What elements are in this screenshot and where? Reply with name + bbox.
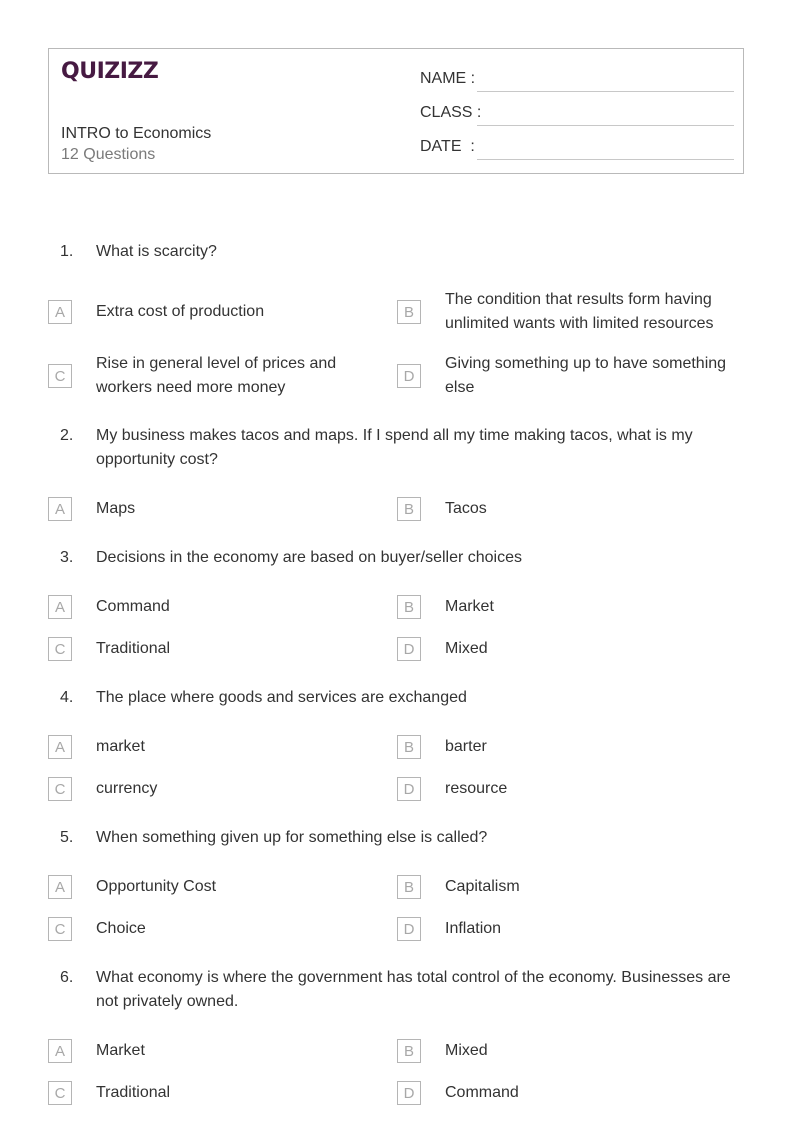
date-line (477, 159, 734, 160)
option-text: The condition that results form having unlimited wants with limited resources (445, 291, 714, 332)
option-box-d[interactable]: D (397, 1081, 421, 1105)
option-box-c[interactable]: C (48, 777, 72, 801)
question-number: 3. (60, 549, 74, 566)
question-number: 6. (60, 969, 74, 986)
option-text: Extra cost of production (96, 303, 265, 320)
option-box-a[interactable]: A (48, 735, 72, 759)
class-field[interactable] (420, 98, 734, 126)
question-text: My business makes tacos and maps. If I spend all my time making tacos, what is my opportunity cost? (96, 427, 693, 468)
option-text: currency (96, 780, 158, 797)
class-line (477, 125, 734, 126)
option-text: Choice (96, 920, 146, 937)
date-label: DATE : (420, 138, 475, 155)
question-text: What is scarcity? (96, 243, 217, 260)
option-box-a[interactable]: A (48, 595, 72, 619)
question-text: When something given up for something else is called? (96, 829, 488, 846)
option-text: Inflation (445, 920, 502, 937)
option-text: Capitalism (445, 878, 520, 895)
option-box-b[interactable]: B (397, 875, 421, 899)
option-text: Traditional (96, 1084, 171, 1101)
option-text: barter (445, 738, 487, 755)
option-box-d[interactable]: D (397, 917, 421, 941)
question-count: 12 Questions (61, 146, 156, 163)
name-line (477, 91, 734, 92)
option-text: Giving something up to have something else (445, 355, 727, 396)
option-text: Rise in general level of prices and workers need more money (96, 355, 337, 396)
option-box-a[interactable]: A (48, 1039, 72, 1063)
option-box-b[interactable]: B (397, 735, 421, 759)
name-label: NAME : (420, 70, 476, 87)
option-text: Maps (96, 500, 136, 517)
option-box-a[interactable]: A (48, 875, 72, 899)
question-text: Decisions in the economy are based on buyer/seller choices (96, 549, 523, 566)
worksheet-title: INTRO to Economics (61, 125, 212, 142)
option-box-d[interactable]: D (397, 637, 421, 661)
question-number: 5. (60, 829, 74, 846)
worksheet-header (48, 48, 744, 174)
option-text: Mixed (445, 1042, 488, 1059)
option-box-c[interactable]: C (48, 917, 72, 941)
option-text: resource (445, 780, 508, 797)
option-text: Tacos (445, 500, 487, 517)
question-number: 1. (60, 243, 74, 260)
option-box-a[interactable]: A (48, 497, 72, 521)
question-text: What economy is where the government has total control of the economy. Businesses are not privately owned. (96, 969, 731, 1010)
option-text: Opportunity Cost (96, 878, 217, 895)
option-box-c[interactable]: C (48, 637, 72, 661)
question-number: 4. (60, 689, 74, 706)
option-box-b[interactable]: B (397, 1039, 421, 1063)
date-field[interactable] (420, 132, 734, 160)
option-box-c[interactable]: C (48, 364, 72, 388)
option-text: Command (96, 598, 170, 615)
option-text: Traditional (96, 640, 171, 657)
option-box-c[interactable]: C (48, 1081, 72, 1105)
name-field[interactable] (420, 64, 734, 92)
option-box-b[interactable]: B (397, 497, 421, 521)
option-box-b[interactable]: B (397, 300, 421, 324)
option-text: Mixed (445, 640, 488, 657)
question-number: 2. (60, 427, 74, 444)
question-text: The place where goods and services are exchanged (96, 689, 467, 706)
option-box-d[interactable]: D (397, 777, 421, 801)
option-box-a[interactable]: A (48, 300, 72, 324)
quizizz-logo: QUIZIZZ (61, 59, 159, 84)
option-text: market (96, 738, 145, 755)
option-box-d[interactable]: D (397, 364, 421, 388)
option-text: Market (445, 598, 494, 615)
option-text: Market (96, 1042, 145, 1059)
class-label: CLASS : (420, 104, 482, 121)
option-box-b[interactable]: B (397, 595, 421, 619)
option-text: Command (445, 1084, 519, 1101)
